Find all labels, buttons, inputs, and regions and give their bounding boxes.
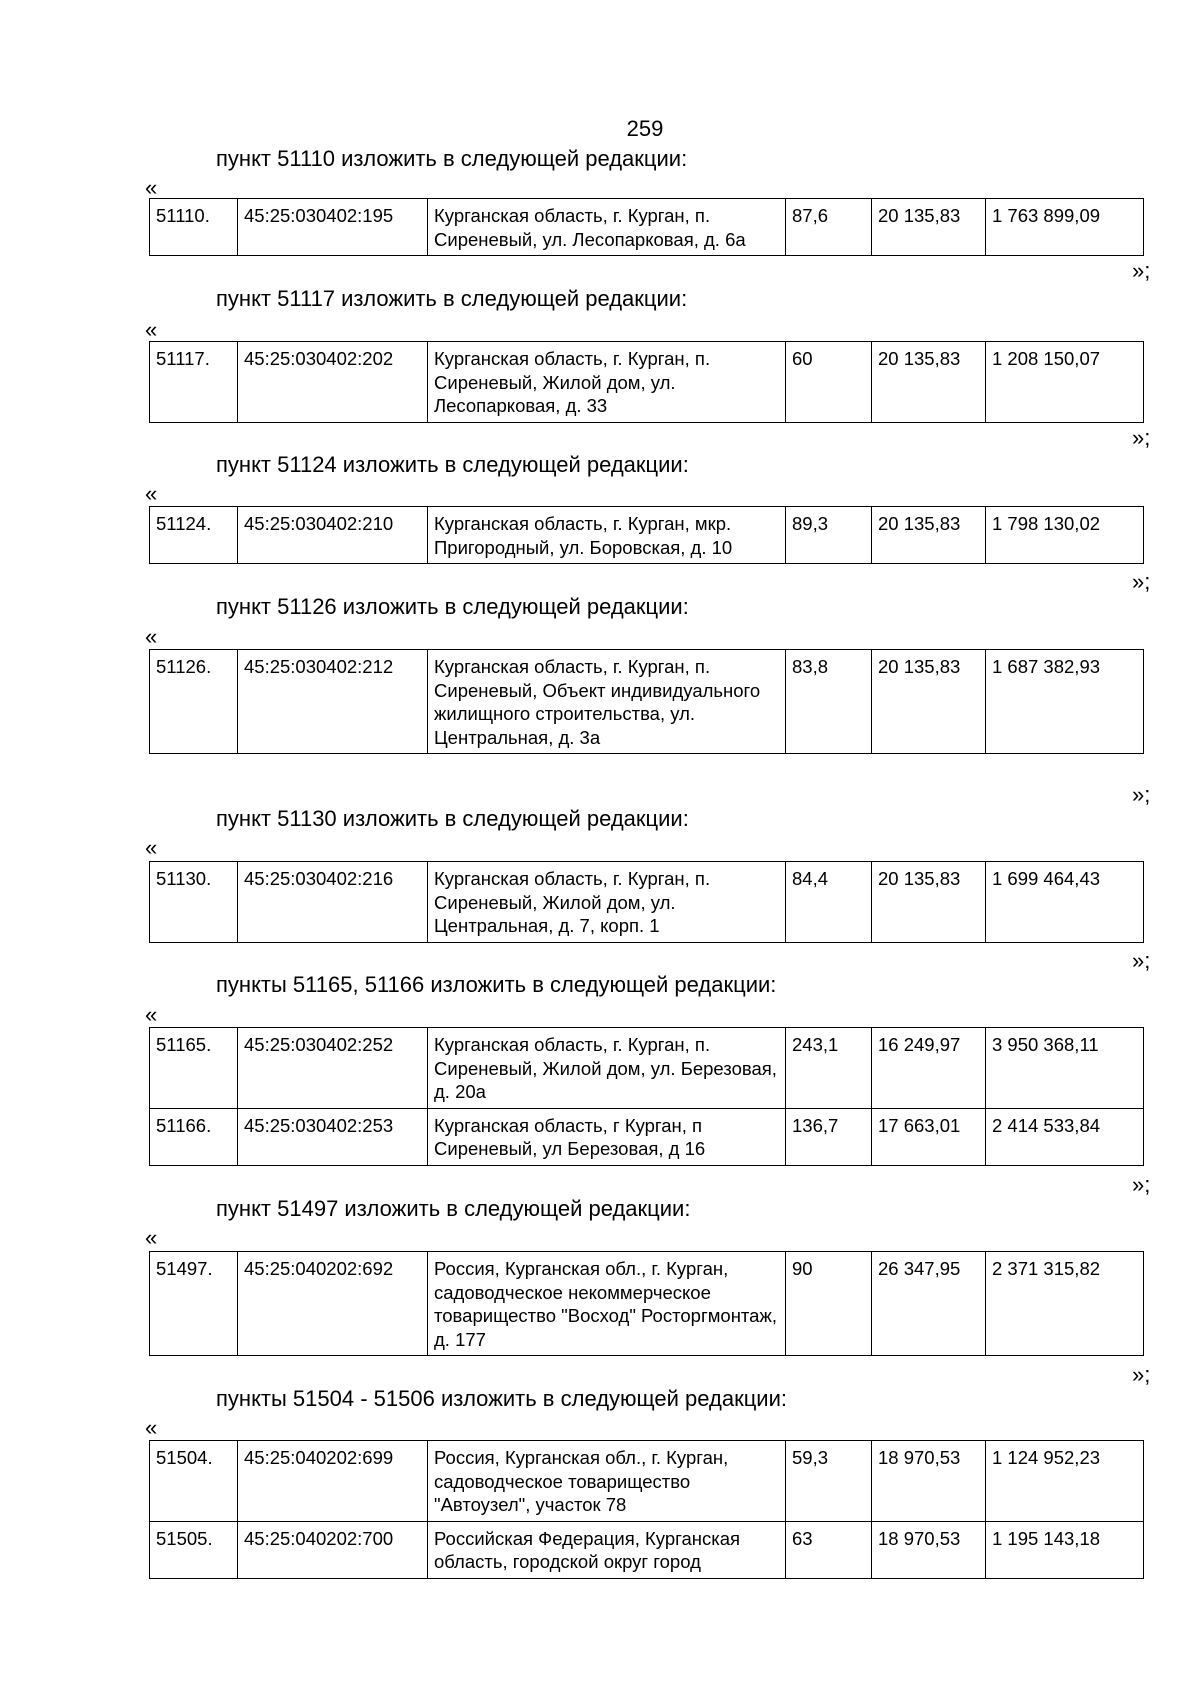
unit-value-cell: 18 970,53: [872, 1441, 986, 1522]
amendment-table: [149, 341, 1144, 423]
open-quote: «: [145, 835, 158, 860]
item-number-cell: 51505.: [150, 1521, 238, 1578]
open-quote: «: [145, 175, 158, 200]
item-number-cell: 51504.: [150, 1441, 238, 1522]
amendment-table: [149, 1440, 1144, 1579]
area-cell: 136,7: [786, 1108, 872, 1165]
cadastral-value-cell: 1 798 130,02: [986, 507, 1144, 564]
area-cell: 59,3: [786, 1441, 872, 1522]
item-number-cell: 51130.: [150, 862, 238, 943]
section-heading: пункты 51165, 51166 изложить в следующей редакции:: [216, 972, 777, 997]
unit-value-cell: 26 347,95: [872, 1252, 986, 1356]
area-cell: 89,3: [786, 507, 872, 564]
table-row: [150, 1441, 1144, 1522]
table-row: [150, 1521, 1144, 1578]
section-heading: пункт 51130 изложить в следующей редакции:: [216, 806, 689, 831]
unit-value-cell: 20 135,83: [872, 342, 986, 423]
cadastral-value-cell: 1 124 952,23: [986, 1441, 1144, 1522]
close-quote: »;: [1132, 1172, 1151, 1197]
cadastral-number-cell: 45:25:030402:252: [238, 1028, 428, 1109]
address-cell: Курганская область, г. Курган, мкр. Пригородный, ул. Боровская, д. 10: [428, 507, 786, 564]
cadastral-value-cell: 1 687 382,93: [986, 650, 1144, 754]
amendment-table: [149, 1027, 1144, 1166]
cadastral-value-cell: 1 763 899,09: [986, 199, 1144, 256]
open-quote: «: [145, 624, 158, 649]
unit-value-cell: 20 135,83: [872, 862, 986, 943]
area-cell: 84,4: [786, 862, 872, 943]
cadastral-number-cell: 45:25:030402:212: [238, 650, 428, 754]
cadastral-number-cell: 45:25:030402:202: [238, 342, 428, 423]
cadastral-number-cell: 45:25:030402:253: [238, 1108, 428, 1165]
section-heading: пункт 51117 изложить в следующей редакции:: [216, 286, 688, 311]
section-heading: пункт 51110 изложить в следующей редакции:: [216, 146, 688, 171]
cadastral-number-cell: 45:25:030402:216: [238, 862, 428, 943]
open-quote: «: [145, 1002, 158, 1027]
address-cell: Российская Федерация, Курганская область, городской округ город: [428, 1521, 786, 1578]
item-number-cell: 51166.: [150, 1108, 238, 1165]
address-cell: Курганская область, г. Курган, п. Сиреневый, Жилой дом, ул. Центральная, д. 7, корп. 1: [428, 862, 786, 943]
section-heading: пункт 51124 изложить в следующей редакции:: [216, 452, 689, 477]
open-quote: «: [145, 481, 158, 506]
cadastral-value-cell: 2 414 533,84: [986, 1108, 1144, 1165]
close-quote: »;: [1132, 569, 1151, 594]
page-number: 259: [626, 116, 664, 141]
amendment-table: [149, 1251, 1144, 1356]
amendment-table: [149, 649, 1144, 754]
item-number-cell: 51124.: [150, 507, 238, 564]
address-cell: Курганская область, г. Курган, п. Сиреневый, Жилой дом, ул. Березовая, д. 20а: [428, 1028, 786, 1109]
address-cell: Курганская область, г. Курган, п. Сиреневый, ул. Лесопарковая, д. 6а: [428, 199, 786, 256]
cadastral-number-cell: 45:25:030402:210: [238, 507, 428, 564]
table-row: [150, 507, 1144, 564]
area-cell: 60: [786, 342, 872, 423]
item-number-cell: 51117.: [150, 342, 238, 423]
area-cell: 90: [786, 1252, 872, 1356]
close-quote: »;: [1132, 948, 1151, 973]
address-cell: Курганская область, г Курган, п Сиреневый, ул Березовая, д 16: [428, 1108, 786, 1165]
cadastral-value-cell: 1 208 150,07: [986, 342, 1144, 423]
unit-value-cell: 20 135,83: [872, 507, 986, 564]
item-number-cell: 51110.: [150, 199, 238, 256]
amendment-table: [149, 506, 1144, 564]
unit-value-cell: 18 970,53: [872, 1521, 986, 1578]
table-row: [150, 862, 1144, 943]
amendment-table: [149, 861, 1144, 943]
table-row: [150, 650, 1144, 754]
close-quote: »;: [1132, 1362, 1151, 1387]
cadastral-number-cell: 45:25:040202:700: [238, 1521, 428, 1578]
unit-value-cell: 17 663,01: [872, 1108, 986, 1165]
cadastral-number-cell: 45:25:040202:699: [238, 1441, 428, 1522]
close-quote: »;: [1132, 782, 1151, 807]
section-heading: пункт 51126 изложить в следующей редакции:: [216, 594, 689, 619]
cadastral-value-cell: 3 950 368,11: [986, 1028, 1144, 1109]
close-quote: »;: [1132, 258, 1151, 283]
address-cell: Курганская область, г. Курган, п. Сиреневый, Жилой дом, ул. Лесопарковая, д. 33: [428, 342, 786, 423]
table-row: [150, 1108, 1144, 1165]
cadastral-value-cell: 1 699 464,43: [986, 862, 1144, 943]
item-number-cell: 51165.: [150, 1028, 238, 1109]
unit-value-cell: 20 135,83: [872, 199, 986, 256]
item-number-cell: 51126.: [150, 650, 238, 754]
address-cell: Курганская область, г. Курган, п. Сиреневый, Объект индивидуального жилищного строительства, ул. Центральная, д. 3а: [428, 650, 786, 754]
cadastral-number-cell: 45:25:030402:195: [238, 199, 428, 256]
table-row: [150, 342, 1144, 423]
table-row: [150, 1252, 1144, 1356]
section-heading: пункт 51497 изложить в следующей редакции:: [216, 1196, 691, 1221]
area-cell: 83,8: [786, 650, 872, 754]
table-row: [150, 199, 1144, 256]
area-cell: 243,1: [786, 1028, 872, 1109]
open-quote: «: [145, 1225, 158, 1250]
table-row: [150, 1028, 1144, 1109]
area-cell: 87,6: [786, 199, 872, 256]
cadastral-value-cell: 1 195 143,18: [986, 1521, 1144, 1578]
section-heading: пункты 51504 - 51506 изложить в следующей редакции:: [216, 1386, 788, 1411]
address-cell: Россия, Курганская обл., г. Курган, садоводческое некоммерческое товарищество "Восход" Росторгмонтаж, д. 177: [428, 1252, 786, 1356]
amendment-table: [149, 198, 1144, 256]
close-quote: »;: [1132, 425, 1151, 450]
cadastral-number-cell: 45:25:040202:692: [238, 1252, 428, 1356]
cadastral-value-cell: 2 371 315,82: [986, 1252, 1144, 1356]
unit-value-cell: 16 249,97: [872, 1028, 986, 1109]
open-quote: «: [145, 317, 158, 342]
address-cell: Россия, Курганская обл., г. Курган, садоводческое товарищество "Автоузел", участок 78: [428, 1441, 786, 1522]
area-cell: 63: [786, 1521, 872, 1578]
open-quote: «: [145, 1415, 158, 1440]
item-number-cell: 51497.: [150, 1252, 238, 1356]
unit-value-cell: 20 135,83: [872, 650, 986, 754]
